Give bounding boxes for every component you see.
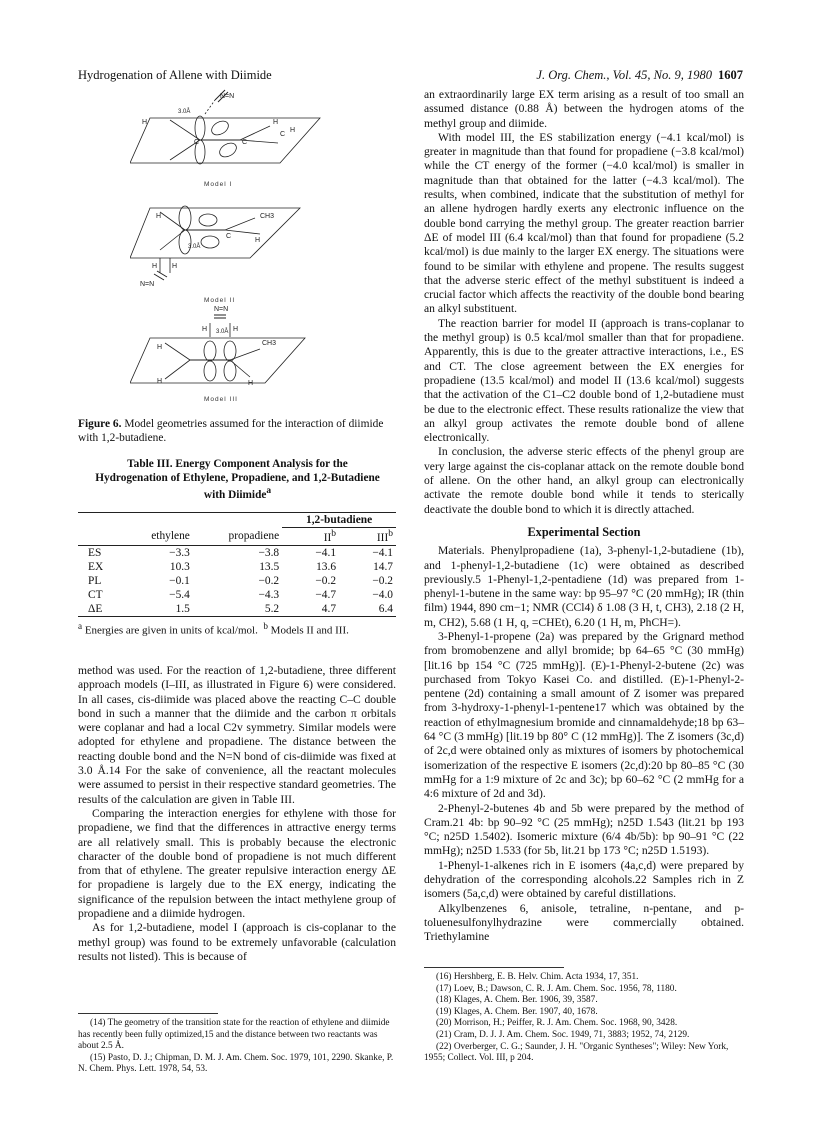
journal-citation [536,68,743,83]
energy-component-table [78,512,396,617]
table-cell: −0.2 [258,574,280,587]
right-column-text [424,88,744,945]
figure-6 [130,88,360,413]
running-title: Hydrogenation of Allene with Diimide [78,68,272,82]
right-footnotes [424,972,744,1065]
paragraph: an extraordinarily large EX term arising as a result of too small an assumed distance (0.88 Å) between the hydrogen atoms of the methyl group and diimide. [424,88,744,130]
column-sup: b [388,529,393,539]
table-row [78,588,396,602]
table-cell: 13.5 [259,560,280,573]
column-header: propadiene [228,530,280,543]
atom-label: H [290,127,296,134]
table-row [78,574,396,588]
footnote: (19) Klages, A. Chem. Ber. 1907, 40, 1678. [436,1006,598,1017]
column-sup: b [331,529,337,539]
atom-label: H [233,326,239,333]
model-1-drawing [130,90,320,188]
table-cell: 1.5 [175,602,190,615]
paragraph: The reaction barrier for model II (approach is trans-coplanar to the methyl group) is 0.5 kcal/mol smaller than that for propadiene. Apparently, this is due to the greater attractive interactions, i.e., ES and CT. The close agreement between the EX energies for propadiene (13.5 kcal/mol) and model II (13.6 kcal/mol) suggests that the activation of the C1–C2 double bond of 1,2-butadiene must be due to the electronic effect. These results rationalize the view that an alkyl group activates the remote double bond of allene electronically. [424,316,744,445]
footnote: (15) Pasto, D. J.; Chipman, D. M. J. Am. Chem. Soc. 1979, 101, 2290. Skanke, P. N. Chem. Phys. Lett. 1978, 54, 53. [78,1052,394,1075]
footnote: (22) Overberger, C. G.; Saunder, J. H. "Organic Syntheses"; Wiley: New York, 1955; Collect. Vol. III, p 204. [424,1041,729,1064]
table-cell: 10.3 [169,560,190,573]
model-1-label: Model I [204,181,233,188]
paragraph: 3-Phenyl-1-propene (2a) was prepared by the Grignard method from bromobenzene and allyl bromide; bp 64–65 °C (30 mmHg) [lit.16 bp 154 °C (725 mmHg)]. (E)-1-Phenyl-2-butene (2c) was purchased from Tokyo Kasei Co. and distilled. (E)-1-Phenyl-2-pentene (2d) containing a small amount of Z isomer was prepared from 3-hydroxy-1-phenyl-1-pentene17 which was obtained by the reaction of ethylmagnesium bromide and cinnamaldehyde;18 bp 63–64 °C (3 mmHg) [lit.19 bp 80° C (12 mmHg)]. The Z isomers (3c,d) of 2c,d were obtained only as mixtures of isomers by photochemical isomerization of the respective E isomers (2c,d):20 bp 80–85 °C (30 mmHg for a 1:9 mixture of 2c and 3c); bp 60–62 °C (2 mmHg for a 4:6 mixture of 2d and 3d). [424,629,744,801]
figure-caption [78,417,396,445]
journal-name: J. Org. Chem., Vol. 45, No. 9, 1980 [536,68,712,82]
row-label: ES [88,546,102,559]
table-cell: −5.4 [169,588,190,601]
table-footnote-b: Models II and III. [270,624,349,637]
atom-label: C [194,139,200,146]
table-cell: −3.3 [169,546,190,559]
table-title [90,458,385,503]
table-title-sup: a [266,486,272,497]
atom-label: H [248,380,254,387]
paragraph: Comparing the interaction energies for ethylene with those for propadiene, we find that the differences in attractive energy terms are all relatively small. This is probably because the electronic character of the double bond of propadiene is not much different from that of ethylene. The greater repulsive interaction energy ΔE for propadiene is largely due to the EX energy, indicating the significance of the repulsion between the intact methylene group of propadiene and a diimide hydrogen. [78,806,396,921]
footnote: (20) Morrison, H.; Peiffer, R. J. Am. Chem. Soc. 1968, 90, 3428. [436,1018,678,1029]
atom-label: N=N [140,281,155,288]
atom-label: H [172,263,178,270]
model-3-label: Model III [204,396,238,403]
table-cell: −3.8 [258,546,280,559]
group-header: 1,2-butadiene [282,513,396,528]
atom-label: H [202,326,208,333]
table-row [78,560,396,574]
row-label: CT [88,588,103,601]
footnote: (16) Hershberg, E. B. Helv. Chim. Acta 1934, 17, 351. [436,972,639,982]
column-header-text: II [323,531,332,544]
distance-label: 3.0Å [188,244,201,250]
paragraph: method was used. For the reaction of 1,2-butadiene, three different approach models (I–III, as illustrated in Figure 6) were considered. In all cases, cis-diimide was placed above the reacting C–C double bond in such a manner that the diimide and the carbon π orbitals were coplanar and had a local C2v symmetry. Similar models were adopted for ethylene and propadiene. The distance between the reacting double bond and the N=N bond of cis-diimide was fixed at 3.0 Å.14 For the sake of convenience, all the reactant molecules were assumed to persist in their respective standard geometries. The results of the calculation are given in Table III. [78,664,396,806]
model-geometry-drawings [130,88,360,413]
table-cell: −0.1 [169,574,190,587]
paragraph: As for 1,2-butadiene, model I (approach is cis-coplanar to the methyl group) was found to be extremely unfavorable (calculation results not listed). This is because of [78,921,396,963]
footnote: (18) Klages, A. Chem. Ber. 1906, 39, 3587. [436,995,598,1006]
atom-label: H [152,263,158,270]
page-number: 1607 [718,68,743,82]
atom-label: C [226,233,232,240]
column-header [339,528,396,546]
atom-label: H [142,119,148,126]
table-cell: 14.7 [373,560,393,573]
table-cell: −0.2 [372,574,393,587]
table-cell: 6.4 [378,602,393,615]
footnote: (17) Loev, B.; Dawson, C. R. J. Am. Chem. Soc. 1956, 78, 1180. [436,983,677,994]
row-label: ΔE [88,602,103,615]
atom-label: H [157,378,163,385]
atom-label: N=N [214,306,229,313]
footnote: (21) Cram, D. J. J. Am. Chem. Soc. 1949, 71, 3883; 1952, 74, 2129. [436,1029,690,1040]
table-cell: 4.7 [321,602,337,615]
table-cell: 5.2 [264,602,280,615]
table-row [78,545,396,560]
atom-label: N=N [220,93,235,100]
atom-label: C [242,139,248,146]
model-3-drawing [130,306,305,403]
paragraph: Materials. Phenylpropadiene (1a), 3-phenyl-1,2-butadiene (1b), and 1-phenyl-1,2-butadiene (1c) were obtained as described previously.5 1-Phenyl-1,2-pentadiene (1d) was prepared from 1-phenyl-1-butene in the same way: bp 95–97 °C (20 mmHg); IR (thin film) 1944, 890 cm−1; NMR (CCl4) δ 1.08 (3 H, t, CH3), 2.18 (2 H, m, CH2), 5.68 (1 H, q, =CHEt), 6.20 (1 H, m, PhCH=). [424,544,744,629]
paragraph: With model III, the ES stabilization energy (−4.1 kcal/mol) is greater in magnitude than that found for propadiene (−3.8 kcal/mol) while the CT energy of the former (−4.0 kcal/mol) is smaller in magnitude than that obtained for the latter (−4.3 kcal/mol). The results, when combined, indicate that the substitution of methyl for an allene hydrogen hardly exerts any electronic influence on the double bond carrying the methyl group. The greater reaction barrier ΔE of model III (6.4 kcal/mol) than that found for propadiene (5.2 kcal/mol) is due mainly to the larger EX energy. The situations were found to be similar with ethylene and propene. The results suggest that the adverse steric effect of the methyl substituent is indeed a crucial factor which affects the reactivity of the double bond bearing an alkyl substituent. [424,130,744,316]
footnote: (14) The geometry of the transition state for the reaction of ethylene and diimide has recently been fully optimized,15 and the distance between two reactants was about 2.5 Å. [78,1018,390,1052]
table-cell: 13.6 [316,560,337,573]
paragraph: Alkylbenzenes 6, anisole, tetraline, n-pentane, and p-toluenesulfonylhydrazine were commercially obtained. Triethylamine [424,901,744,944]
row-label: PL [88,574,102,587]
column-header [282,528,339,546]
table-footnote-a: Energies are given in units of kcal/mol. [84,624,258,637]
distance-label: 3.0Å [216,329,229,335]
atom-label: CH3 [260,213,275,220]
row-label: EX [88,560,104,573]
atom-label: CH3 [262,340,277,347]
column-header: ethylene [151,530,190,543]
atom-label: H [157,344,163,351]
table-cell: −0.2 [315,574,337,587]
energy-table [78,512,396,617]
table-row [78,602,396,617]
table-footnotes: $^a$ Energies are given in units of kcal/mol. $^b$ Models II and III. [78,621,349,637]
table-cell: −4.3 [258,588,280,601]
atom-label: H [255,237,261,244]
figure-caption-label: Figure 6. [78,418,122,430]
figure-caption-text: Model geometries assumed for the interaction of diimide with 1,2-butadiene. [78,418,384,444]
table-cell: −4.7 [315,588,337,601]
left-column-text [78,664,396,964]
table-cell: −4.1 [372,546,393,559]
model-2-drawing [130,206,300,304]
section-heading: Experimental Section [527,524,641,539]
paragraph: 2-Phenyl-2-butenes 4b and 5b were prepared by the method of Cram.21 4b: bp 90–92 °C (25 mmHg); n25D 1.543 (lit.21 bp 193 °C; n25D 1.5402). Isomeric mixture (6/4 4b/5b): bp 90–91 °C (22 mmHg); n25D 1.533 (for 5b, lit.21 bp 173 °C; n25D 1.5193). [424,801,744,858]
left-footnotes [78,1018,396,1076]
column-header-text: III [376,531,389,544]
table-cell: −4.0 [372,588,393,601]
table-cell: −4.1 [315,546,337,559]
footnote-divider [424,967,564,968]
paragraph: 1-Phenyl-1-alkenes rich in E isomers (4a,c,d) were prepared by dehydration of the corresponding alcohols.22 Samples rich in Z isomers (5a,c,d) were obtained by careful distillations. [424,858,744,901]
atom-label: H [156,213,162,220]
footnote-divider [78,1013,218,1014]
atom-label: C [280,131,286,138]
distance-label: 3.0Å [178,109,191,115]
table-title-text: Table III. Energy Component Analysis for the Hydrogenation of Ethylene, Propadiene, and 1,2-Butadiene with Diimide [95,458,380,501]
paragraph: In conclusion, the adverse steric effects of the phenyl group are very large against the cis-coplanar attack on the remote double bond of allene. On the other hand, an alkyl group can electronically activate the remote double bond while it tends to sterically deactivate the double bond to which it is directly attached. [424,445,744,516]
atom-label: H [273,119,279,126]
model-2-label: Model II [204,297,236,304]
